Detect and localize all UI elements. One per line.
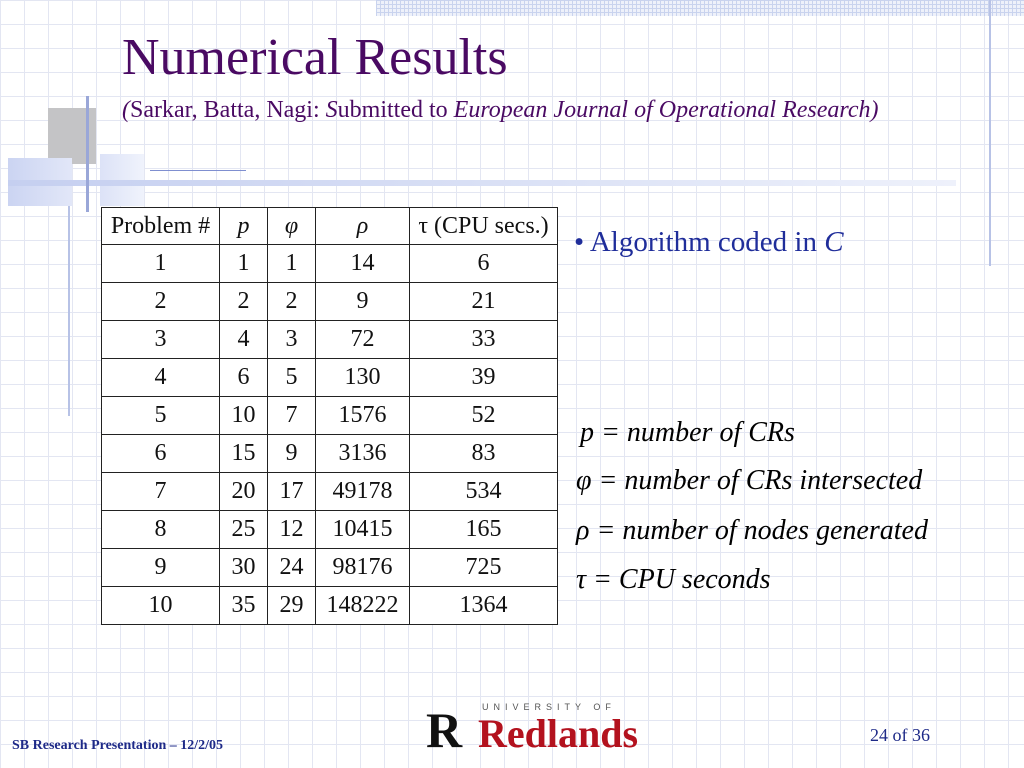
table-cell: 2 (220, 283, 268, 321)
table-cell: 9 (316, 283, 410, 321)
table-cell: 7 (268, 397, 316, 435)
equation-p: p = number of CRs (580, 417, 795, 448)
table-cell: 130 (316, 359, 410, 397)
table-row (102, 511, 558, 549)
small-vertical-line (86, 96, 89, 212)
table-row (102, 587, 558, 625)
equation-tau: τ = CPU seconds (576, 564, 771, 595)
table-cell: 83 (410, 435, 558, 473)
table-cell: 2 (268, 283, 316, 321)
table-cell: 30 (220, 549, 268, 587)
logo-university-text: UNIVERSITY OF (482, 702, 616, 712)
table-cell: 39 (410, 359, 558, 397)
table-row (102, 473, 558, 511)
results-table (101, 207, 558, 625)
equation-rho: ρ = number of nodes generated (576, 515, 928, 546)
table-cell: 15 (220, 435, 268, 473)
table-cell: 24 (268, 549, 316, 587)
table-cell: 6 (220, 359, 268, 397)
table-cell: 9 (102, 549, 220, 587)
table-cell: 165 (410, 511, 558, 549)
table-cell: 14 (316, 245, 410, 283)
table-cell: 534 (410, 473, 558, 511)
table-row (102, 245, 558, 283)
table-cell: 10 (102, 587, 220, 625)
page-number: 24 of 36 (870, 725, 930, 745)
equation-phi: φ = number of CRs intersected (576, 465, 923, 496)
table-row (102, 359, 558, 397)
footer-presentation-label: SB Research Presentation – 12/2/05 (12, 738, 224, 753)
header-p: p (220, 208, 268, 245)
table-cell: 20 (220, 473, 268, 511)
header-problem: Problem # (102, 208, 220, 245)
table-cell: 21 (410, 283, 558, 321)
table-header-row (102, 208, 558, 245)
university-logo (426, 700, 638, 756)
table-cell: 3136 (316, 435, 410, 473)
table-cell: 17 (268, 473, 316, 511)
header-tau: τ (CPU secs.) (410, 208, 558, 245)
table-cell: 10415 (316, 511, 410, 549)
table-cell: 49178 (316, 473, 410, 511)
table-row (102, 397, 558, 435)
top-pattern-decoration (376, 0, 1024, 16)
bullet-item (574, 224, 844, 260)
table-cell: 8 (102, 511, 220, 549)
slide-title: Numerical Results (122, 29, 508, 86)
bullet-lang: C (824, 226, 844, 258)
table-cell: 7 (102, 473, 220, 511)
table-cell: 10 (220, 397, 268, 435)
header-rho: ρ (316, 208, 410, 245)
table-cell: 3 (102, 321, 220, 359)
table-cell: 6 (410, 245, 558, 283)
table-cell: 3 (268, 321, 316, 359)
subtitle-s: S (325, 97, 338, 123)
subtitle-open-paren: ( (122, 97, 130, 123)
table-row (102, 283, 558, 321)
bullet-text: Algorithm coded in (589, 226, 825, 258)
table-cell: 725 (410, 549, 558, 587)
subtitle-journal: European Journal of Operational Research) (453, 97, 879, 123)
table-cell: 4 (220, 321, 268, 359)
table-cell: 148222 (316, 587, 410, 625)
table-cell: 5 (102, 397, 220, 435)
table-row (102, 549, 558, 587)
table-cell: 1576 (316, 397, 410, 435)
horizontal-bar-decoration (8, 180, 956, 186)
table-cell: 1 (102, 245, 220, 283)
table-cell: 2 (102, 283, 220, 321)
table-cell: 12 (268, 511, 316, 549)
table-cell: 25 (220, 511, 268, 549)
table-cell: 9 (268, 435, 316, 473)
table-row (102, 435, 558, 473)
left-vertical-line (68, 170, 70, 416)
table-body (102, 245, 558, 625)
table-cell: 5 (268, 359, 316, 397)
table-cell: 1 (268, 245, 316, 283)
right-vertical-line (989, 0, 991, 266)
header-phi: φ (268, 208, 316, 245)
title-underline-decoration (150, 170, 246, 171)
logo-name: Redlands (478, 711, 639, 756)
table-cell: 1364 (410, 587, 558, 625)
table-cell: 4 (102, 359, 220, 397)
bullet-dot: • (574, 226, 590, 258)
table-cell: 1 (220, 245, 268, 283)
table-cell: 33 (410, 321, 558, 359)
table-cell: 6 (102, 435, 220, 473)
table-cell: 72 (316, 321, 410, 359)
logo-r-letter: R (426, 702, 463, 758)
table-cell: 52 (410, 397, 558, 435)
subtitle-authors: Sarkar, Batta, Nagi: (130, 97, 326, 123)
table-cell: 29 (268, 587, 316, 625)
table-row (102, 321, 558, 359)
slide-subtitle (122, 94, 922, 126)
subtitle-mid: ubmitted to (337, 97, 454, 123)
table-cell: 98176 (316, 549, 410, 587)
table-cell: 35 (220, 587, 268, 625)
